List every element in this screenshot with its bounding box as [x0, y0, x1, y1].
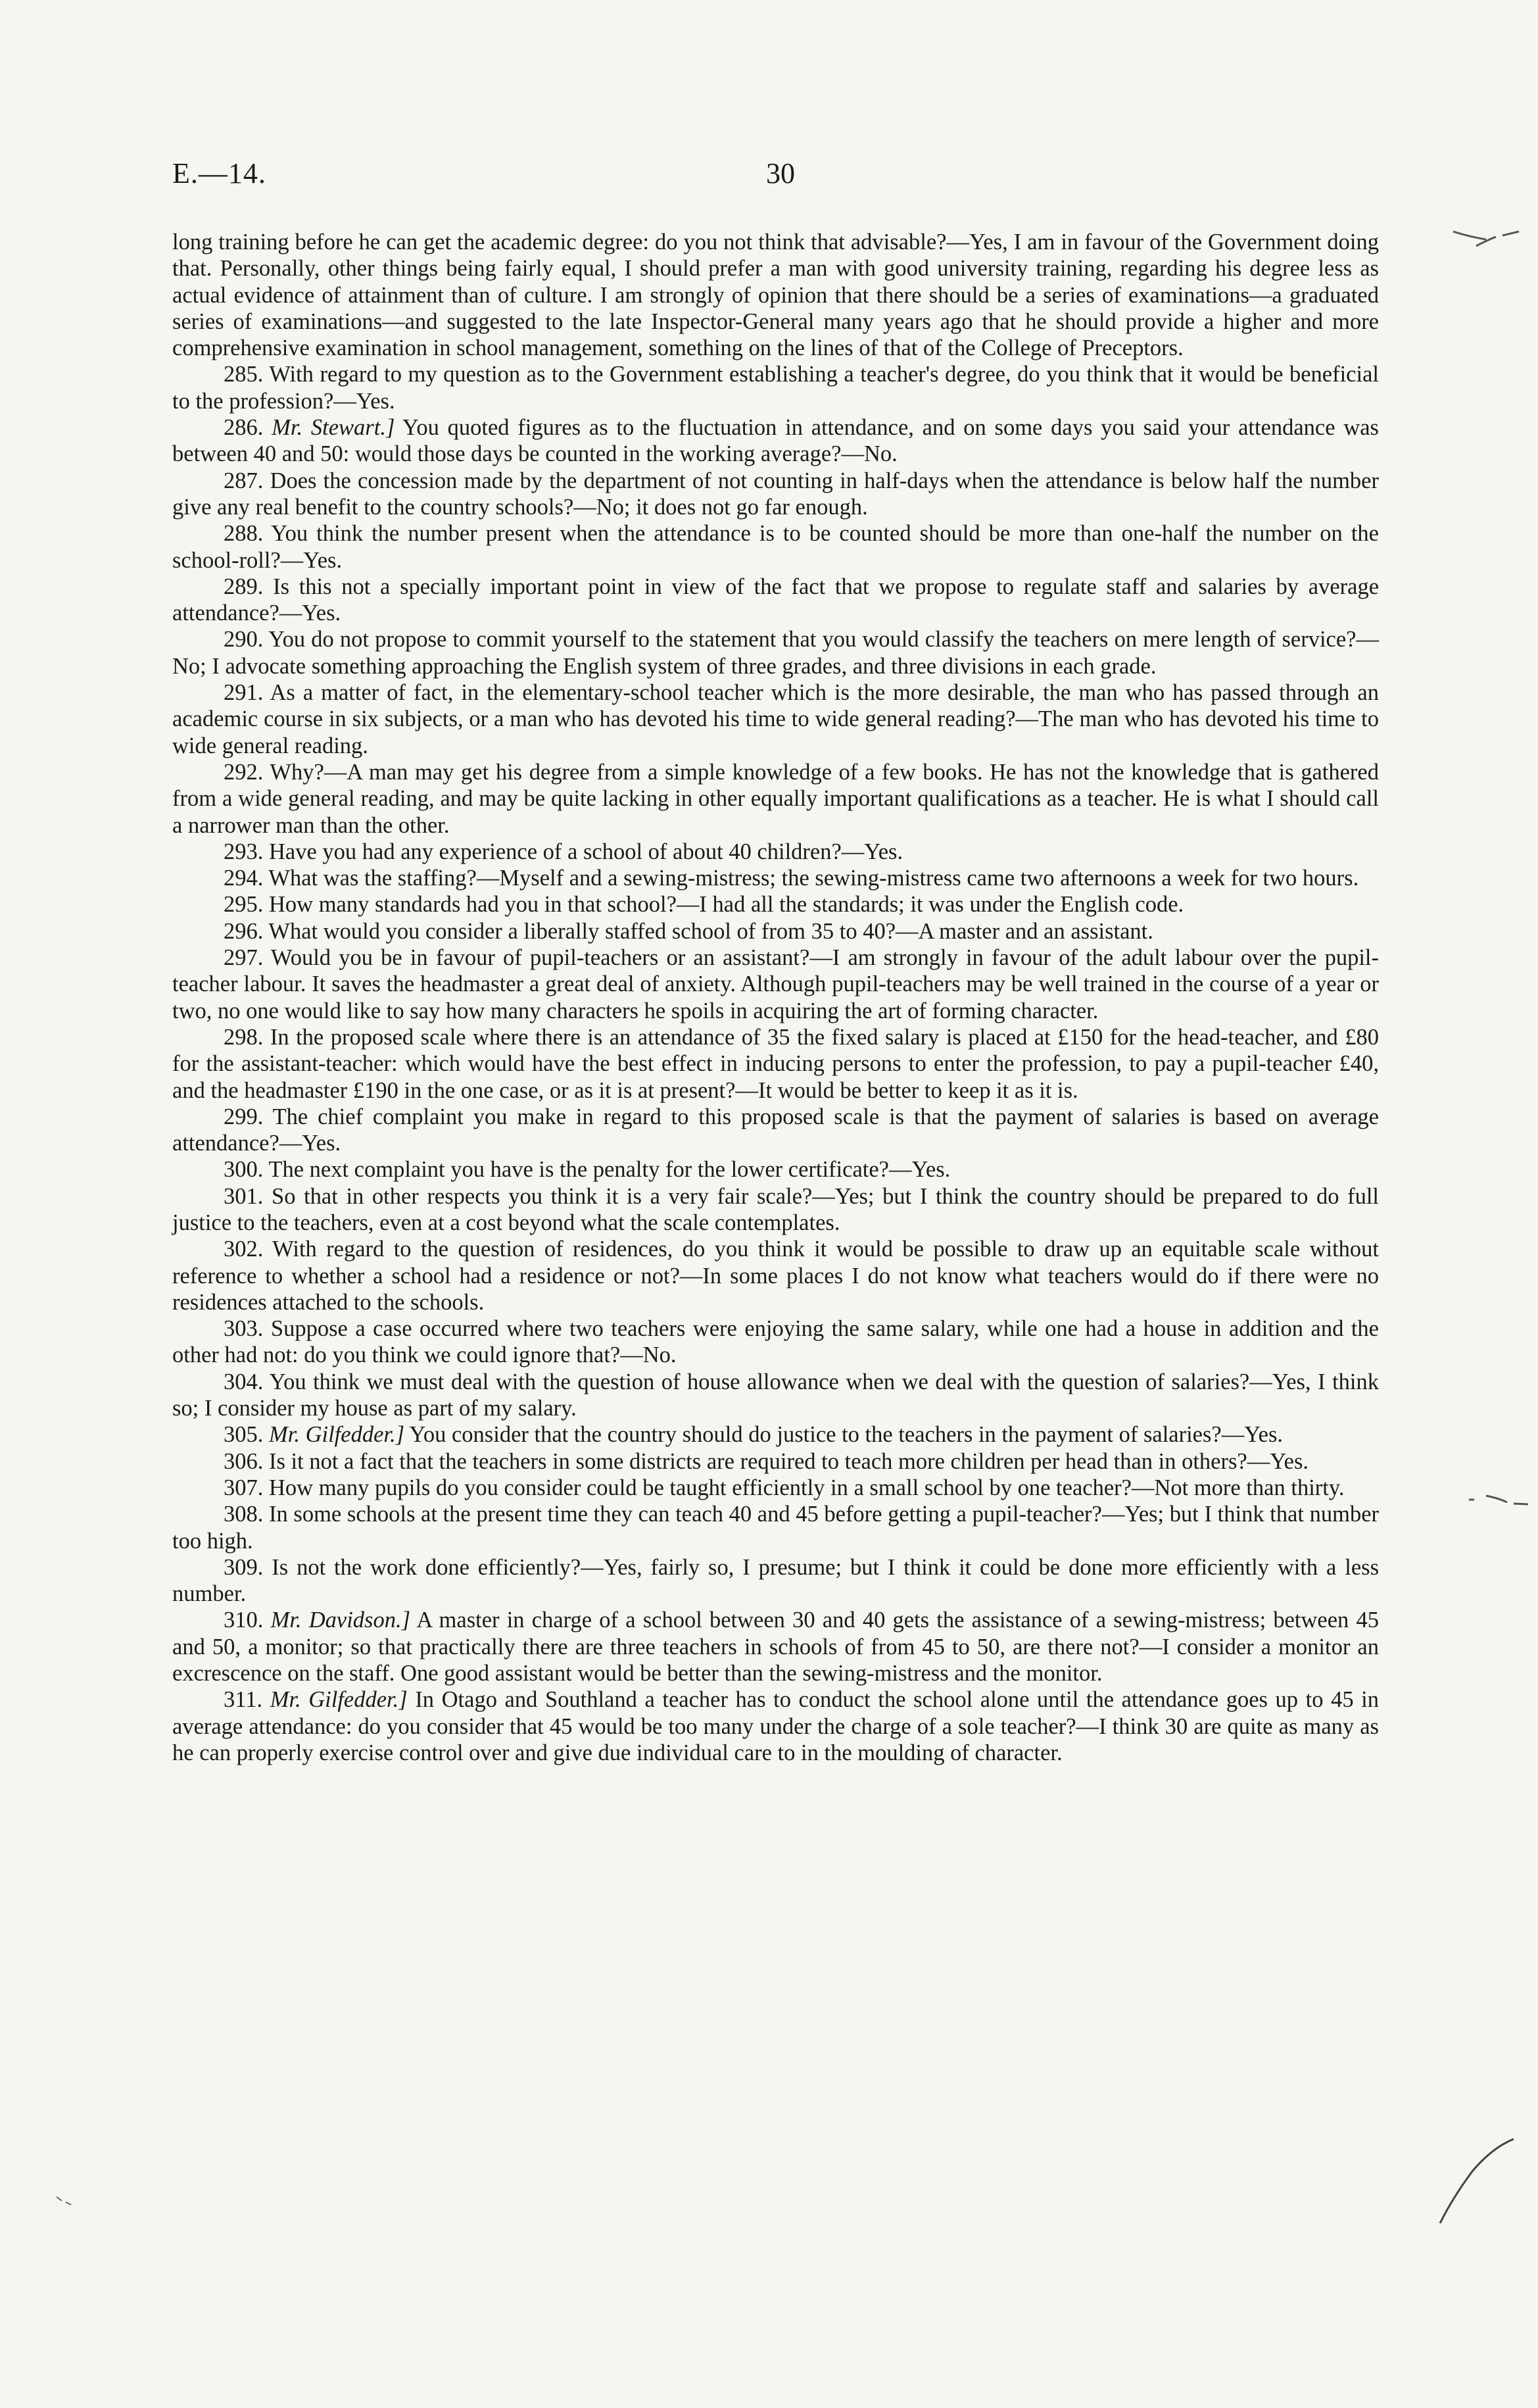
document-code: E.—14. — [172, 157, 266, 189]
margin-pencil-mark-middle — [1466, 1487, 1532, 1513]
question-289: 289. Is this not a specially important point in view of the fact that we propose to regulate staff and salaries by average attendance?—Yes. — [172, 574, 1380, 626]
question-309: 309. Is not the work done efficiently?—Yes, fairly so, I presume; but I think it could be done more efficiently with a less number. — [172, 1554, 1380, 1607]
question-292: 292. Why?—A man may get his degree from a simple knowledge of a few books. He has not the knowledge that is gathered from a wide general reading, and may be quite lacking in other equally important qualifications as a teacher. He is what I should call a narrower man than the other. — [172, 759, 1379, 838]
question-287: 287. Does the concession made by the department of not counting in half-days when the attendance is below half the number give any real benefit to the country schools?—No; it does not go far enough. — [172, 468, 1379, 520]
question-293: 293. Have you had any experience of a school of about 40 children?—Yes. — [224, 839, 903, 864]
margin-pencil-mark-bottom — [1433, 2131, 1519, 2230]
question-304: 304. You think we must deal with the question of house allowance when we deal with the question of salaries?—Yes, I think so; I consider my house as part of my salary. — [172, 1369, 1379, 1421]
question-291: 291. As a matter of fact, in the elementary-school teacher which is the more desirable, the man who has passed through an academic course in six subjects, or a man who has devoted his time to wide general reading?—The man who has devoted his time to wide general reading. — [172, 680, 1379, 758]
page-body — [172, 229, 1379, 1766]
question-305: 305. Mr. Gilfedder.] You consider that the country should do justice to the teachers in the payment of salaries?—Yes. — [224, 1422, 1284, 1448]
question-303: 303. Suppose a case occurred where two teachers were enjoying the same salary, while one had a house in addition and the other had not: do you think we could ignore that?—No. — [172, 1316, 1379, 1368]
question-296: 296. What would you consider a liberally staffed school of from 35 to 40?—A master and an assistant. — [224, 918, 1153, 944]
question-290: 290. You do not propose to commit yourself to the statement that you would classify the teachers on mere length of service?—No; I advocate something approaching the English system of three grades, and three divisions in each grade. — [172, 627, 1379, 679]
question-302: 302. With regard to the question of residences, do you think it would be possible to draw up an equitable scale without reference to whether a school had a residence or not?—In some places I do not know what teachers would do if there were no residences attached to the schools. — [172, 1237, 1379, 1315]
question-294: 294. What was the staffing?—Myself and a sewing-mistress; the sewing-mistress came two afternoons a week for two hours. — [224, 866, 1359, 891]
speaker-name: Mr. Davidson.] — [270, 1608, 411, 1633]
speaker-name: Mr. Gilfedder.] — [270, 1687, 408, 1713]
question-285: 285. With regard to my question as to the Government establishing a teacher's degree, do you think that it would be beneficial to the profession?—Yes. — [172, 362, 1379, 414]
question-301: 301. So that in other respects you think it is a very fair scale?—Yes; but I think the country should be prepared to do full justice to the teachers, even at a cost beyond what the scale contemplates. — [172, 1183, 1379, 1235]
question-308: 308. In some schools at the present time they can teach 40 and 45 before getting a pupil-teacher?—Yes; but I think that number too high. — [172, 1502, 1380, 1554]
question-298: 298. In the proposed scale where there is an attendance of 35 the fixed salary is placed at £150 for the head-teacher, and £80 for the assistant-teacher: which would have the best effect in inducing persons to enter the profession, to pay a pupil-teacher £40, and the headmaster £190 in the one case, or as it is at present?—It would be better to keep it as it is. — [172, 1024, 1379, 1103]
question-288: 288. You think the number present when the attendance is to be counted should be more than one-half the number on the school-roll?—Yes. — [172, 521, 1379, 573]
question-286: 286. Mr. Stewart.] You quoted figures as to the fluctuation in attendance, and on some days you said your attendance was between 40 and 50: would those days be counted in the working average?—No. — [172, 415, 1379, 467]
speaker-name: Mr. Stewart.] — [272, 415, 395, 441]
margin-pencil-dot-left — [53, 2190, 79, 2210]
page-header — [172, 157, 1389, 203]
question-310: 310. Mr. Davidson.] A master in charge of a school between 30 and 40 gets the assistance of a sewing-mistress; between 45 and 50, a monitor; so that practically there are three teachers in schools of from 45 to 50, are there not?—I consider a monitor an excrescence on the staff. One good assistant would be better than the sewing-mistress and the monitor. — [172, 1608, 1379, 1686]
speaker-name: Mr. Gilfedder.] — [269, 1422, 405, 1448]
question-295: 295. How many standards had you in that school?—I had all the standards; it was under the English code. — [224, 892, 1184, 918]
paragraph-continued: long training before he can get the academic degree: do you not think that advisable?—Yes, I am in favour of the Government doing that. Personally, other things being fairly equal, I should prefer a man with good university training, regarding his degree less as actual evidence of attainment than of culture. I am strongly of opinion that there should be a series of examinations—a graduated series of examinations—and suggested to the late Inspector-General many years ago that he should provide a higher and more comprehensive examination in school management, something on the lines of that of the College of Preceptors. — [172, 230, 1379, 361]
question-306: 306. Is it not a fact that the teachers in some districts are required to teach more children per head than in others?—Yes. — [224, 1448, 1309, 1474]
question-300: 300. The next complaint you have is the penalty for the lower certificate?—Yes. — [224, 1157, 951, 1183]
page-number: 30 — [766, 157, 795, 189]
question-297: 297. Would you be in favour of pupil-teachers or an assistant?—I am strongly in favour of the adult labour over the pupil-teacher labour. It saves the headmaster a great deal of anxiety. Although pupil-teachers may be well trained in the course of a year or two, no one would like to say how many characters he spoils in acquiring the art of forming character. — [172, 945, 1379, 1023]
question-299: 299. The chief complaint you make in regard to this proposed scale is that the payment of salaries is based on average attendance?—Yes. — [172, 1104, 1379, 1156]
question-311: 311. Mr. Gilfedder.] In Otago and Southland a teacher has to conduct the school alone until the attendance goes up to 45 in average attendance: do you consider that 45 would be too many under the charge of a sole teacher?—I think 30 are quite as many as he can properly exercise control over and give due individual care to in the moulding of character. — [172, 1687, 1380, 1765]
margin-pencil-mark-top — [1450, 217, 1522, 257]
question-307: 307. How many pupils do you consider could be taught efficiently in a small school by one teacher?—Not more than thirty. — [224, 1475, 1345, 1500]
